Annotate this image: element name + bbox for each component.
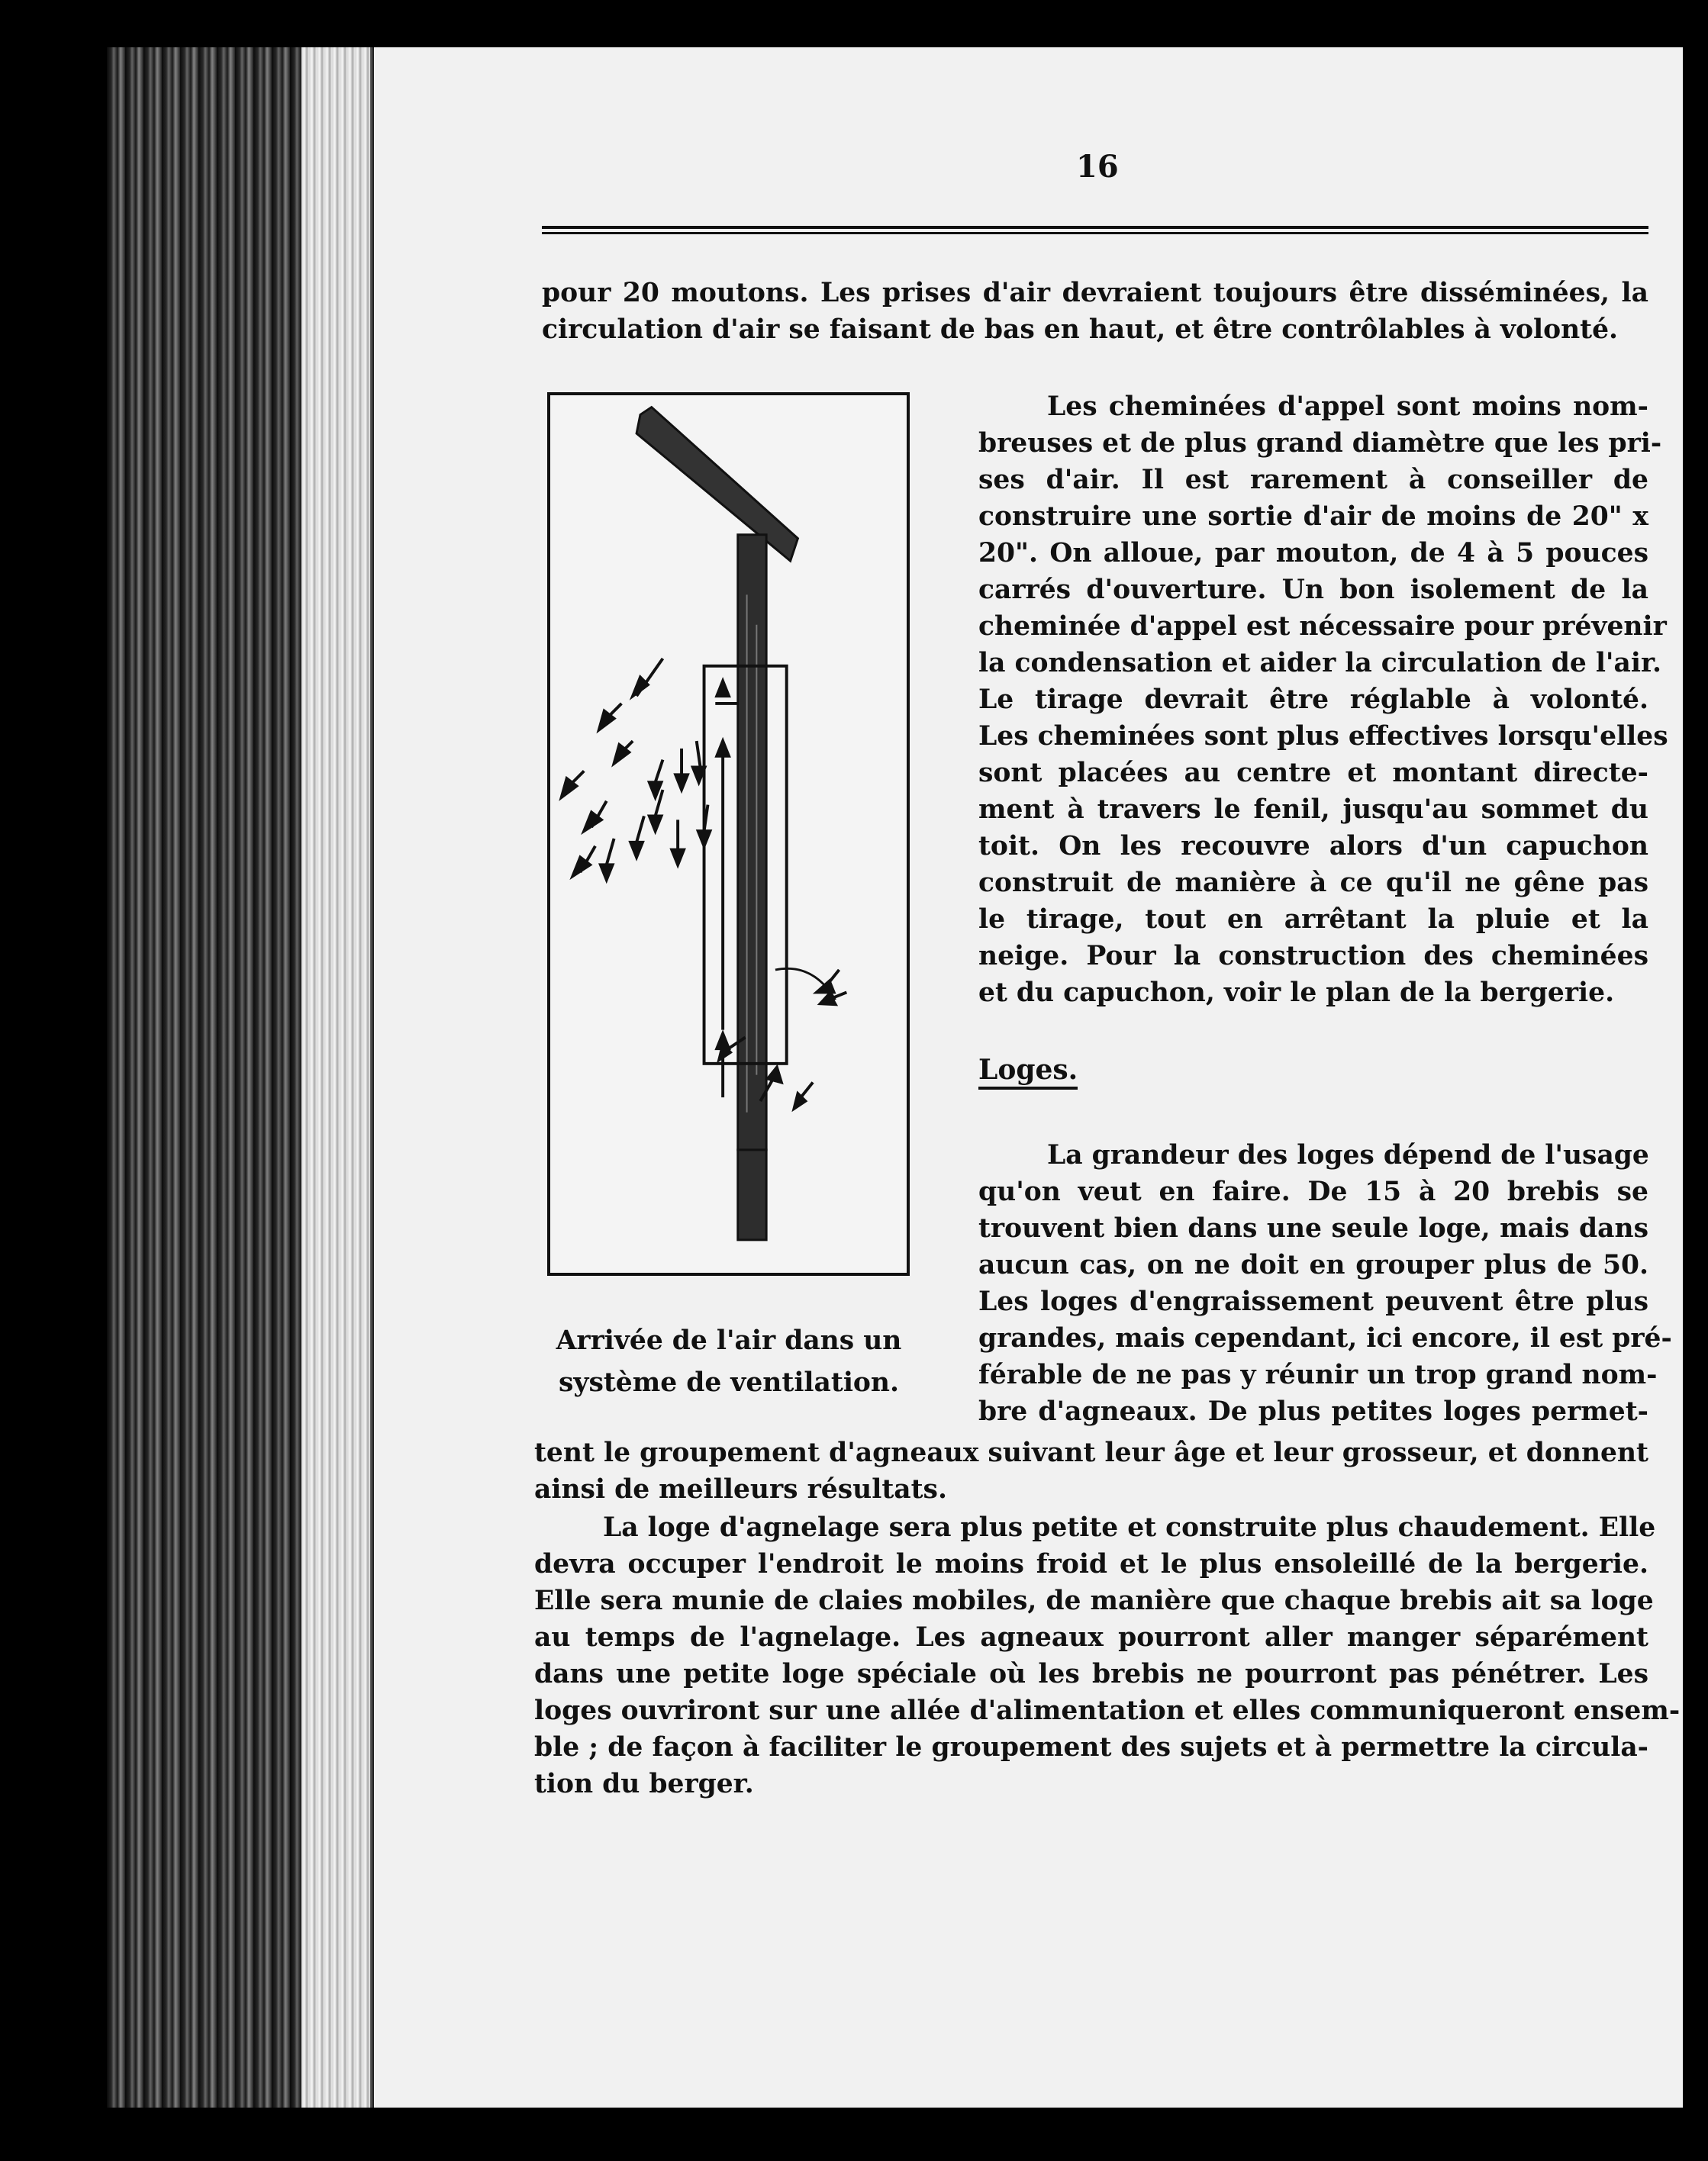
- text-line: tion du berger.: [534, 1769, 754, 1799]
- intro-paragraph: [542, 275, 1648, 348]
- text-line: neige. Pour la construction des cheminées: [978, 941, 1648, 971]
- text-line: Les cheminées d'appel sont moins nom-: [1047, 391, 1648, 422]
- text-line: tent le groupement d'agneaux suivant leur âge et leur grosseur, et donnent: [534, 1438, 1648, 1468]
- figure-caption: [527, 1320, 931, 1404]
- agnelage-paragraph: [534, 1509, 1681, 1802]
- text-line: dans une petite loge spéciale où les brebis ne pourront pas pénétrer. Les: [534, 1659, 1648, 1689]
- text-line: Les loges d'engraissement peuvent être plus: [978, 1287, 1648, 1317]
- text-line: ment à travers le fenil, jusqu'au sommet du: [978, 794, 1648, 825]
- text-line: aucun cas, on ne doit en grouper plus de 50.: [978, 1250, 1648, 1280]
- loges-paragraph: [978, 1137, 1672, 1430]
- text-line: Les cheminées sont plus effectives lorsqu'elles: [978, 721, 1668, 752]
- ventilation-figure: [547, 392, 910, 1276]
- intro-line: circulation d'air se faisant de bas en haut, et être contrôlables à volonté.: [542, 314, 1619, 345]
- caption-line: Arrivée de l'air dans un: [556, 1325, 902, 1356]
- text-line: au temps de l'agnelage. Les agneaux pourront aller manger séparément: [534, 1622, 1648, 1653]
- text-line: Elle sera munie de claies mobiles, de manière que chaque brebis ait sa loge: [534, 1586, 1654, 1616]
- text-line: construit de manière à ce qu'il ne gêne pas: [978, 868, 1648, 898]
- text-line: toit. On les recouvre alors d'un capuchon: [978, 831, 1648, 862]
- text-line: ses d'air. Il est rarement à conseiller de: [978, 465, 1648, 495]
- page-edges: [301, 47, 370, 2108]
- text-line: et du capuchon, voir le plan de la bergerie.: [978, 977, 1615, 1008]
- text-line: férable de ne pas y réunir un trop grand nom-: [978, 1360, 1658, 1390]
- header-rule: [542, 226, 1648, 234]
- text-line: bre d'agneaux. De plus petites loges permet-: [978, 1396, 1648, 1427]
- text-line: devra occuper l'endroit le moins froid et le plus ensoleillé de la bergerie.: [534, 1549, 1648, 1580]
- text-line: sont placées au centre et montant directe-: [978, 758, 1648, 788]
- text-line: Le tirage devrait être réglable à volonté.: [978, 684, 1648, 715]
- text-line: carrés d'ouverture. Un bon isolement de la: [978, 575, 1648, 605]
- section-heading: Loges.: [978, 1053, 1078, 1090]
- text-line: le tirage, tout en arrêtant la pluie et la: [978, 904, 1648, 935]
- text-line: la condensation et aider la circulation de l'air.: [978, 648, 1661, 678]
- text-line: ble ; de façon à faciliter le groupement des sujets et à permettre la circula-: [534, 1732, 1648, 1763]
- text-line: La grandeur des loges dépend de l'usage: [1047, 1140, 1649, 1171]
- continuation-paragraph: [534, 1435, 1648, 1508]
- text-line: construire une sortie d'air de moins de 20" x: [978, 501, 1648, 532]
- cheminees-paragraph: [978, 388, 1668, 1011]
- text-line: grandes, mais cependant, ici encore, il est pré-: [978, 1323, 1672, 1354]
- text-line: breuses et de plus grand diamètre que les pri-: [978, 428, 1662, 459]
- intro-line: pour 20 moutons. Les prises d'air devraient toujours être disséminées, la: [542, 278, 1648, 308]
- caption-line: système de ventilation.: [558, 1367, 900, 1398]
- text-line: loges ouvriront sur une allée d'alimentation et elles communiqueront ensem-: [534, 1696, 1681, 1726]
- text-line: ainsi de meilleurs résultats.: [534, 1474, 947, 1505]
- text-line: qu'on veut en faire. De 15 à 20 brebis se: [978, 1177, 1648, 1207]
- text-line: 20". On alloue, par mouton, de 4 à 5 pouces: [978, 538, 1648, 568]
- text-line: La loge d'agnelage sera plus petite et construite plus chaudement. Elle: [603, 1512, 1656, 1543]
- ventilation-diagram: [550, 395, 907, 1273]
- text-line: trouvent bien dans une seule loge, mais dans: [978, 1213, 1648, 1244]
- page-number: 16: [1076, 149, 1119, 185]
- text-line: cheminée d'appel est nécessaire pour prévenir: [978, 611, 1667, 642]
